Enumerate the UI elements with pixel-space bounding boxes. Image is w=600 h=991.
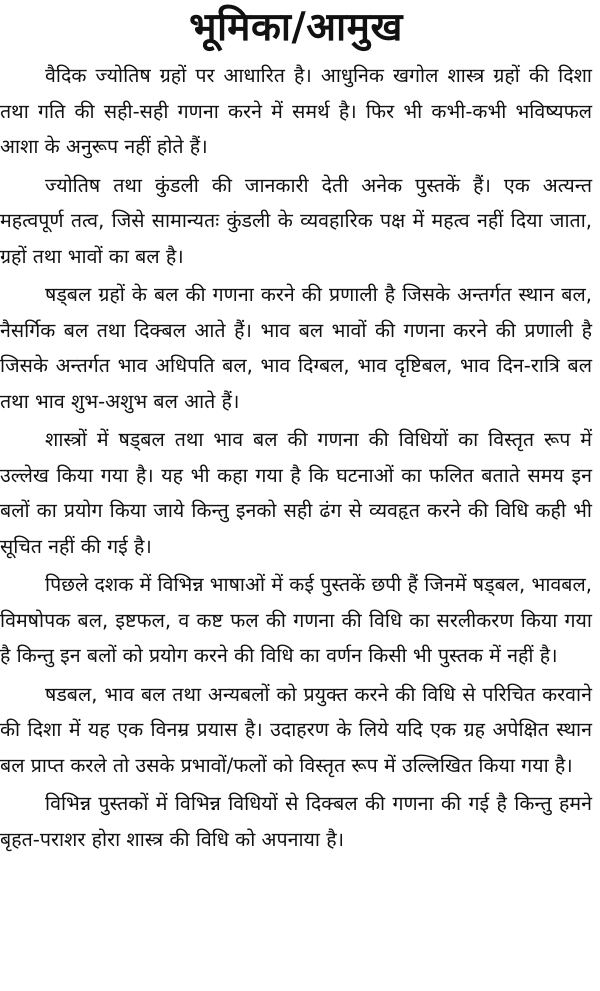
paragraph-6: षडबल, भाव बल तथा अन्यबलों को प्रयुक्त करने की विधि से परिचित करवाने की दिशा में यह एक विनम्र प्रयास है। उदाहरण के लिये यदि एक ग्रह अपेक्षित स्थान बल प्राप्त करले तो उसके प्रभावों/फलों को विस्तृत रूप में उल्लिखित किया गया है। bbox=[0, 682, 592, 777]
paragraph-3: षड्बल ग्रहों के बल की गणना करने की प्रणाली है जिसके अन्तर्गत स्थान बल, नैसर्गिक बल तथा दिक्बल आते हैं। भाव बल भावों की गणना करने की प्रणाली है जिसके अन्तर्गत भाव अधिपति बल, भाव दिग्बल, भाव दृष्टिबल, भाव दिन-रात्रि बल तथा भाव शुभ-अशुभ बल आते हैं। bbox=[0, 283, 592, 413]
paragraph-5: पिछले दशक में विभिन्न भाषाओं में कई पुस्तकें छपी हैं जिनमें षड्बल, भावबल, विमषोपक बल, इष्टफल, व कष्ट फल की गणना की विधि का सरलीकरण किया गया है किन्तु इन बलों को प्रयोग करने की विधि का वर्णन किसी भी पुस्तक में नहीं है। bbox=[0, 573, 592, 667]
paragraph-7: विभिन्न पुस्तकों में विभिन्न विधियों से दिक्बल की गणना की गई है किन्तु हमने बृहत-पराशर होरा शास्त्र की विधि को अपनाया है। bbox=[0, 792, 592, 851]
page-title: भूमिका/आमुख bbox=[189, 5, 403, 50]
paragraph-4: शास्त्रों में षड्बल तथा भाव बल की गणना की विधियों का विस्तृत रूप में उल्लेख किया गया है। यह भी कहा गया है कि घटनाओं का फलित बताते समय इन बलों का प्रयोग किया जाये किन्तु इनको सही ढंग से व्यवहृत करने की विधि कही भी सूचित नहीं की गई है। bbox=[0, 428, 592, 558]
paragraph-1: वैदिक ज्योतिष ग्रहों पर आधारित है। आधुनिक खगोल शास्त्र ग्रहों की दिशा तथा गति की सही-सही गणना करने में समर्थ है। फिर भी कभी-कभी भविष्यफल आशा के अनुरूप नहीं होते हैं। bbox=[0, 64, 592, 158]
paragraph-2: ज्योतिष तथा कुंडली की जानकारी देती अनेक पुस्तकें हैं। एक अत्यन्त महत्वपूर्ण तत्व, जिसे सामान्यतः कुंडली के व्यवहारिक पक्ष में महत्व नहीं दिया जाता, ग्रहों तथा भावों का बल है। bbox=[0, 173, 592, 268]
